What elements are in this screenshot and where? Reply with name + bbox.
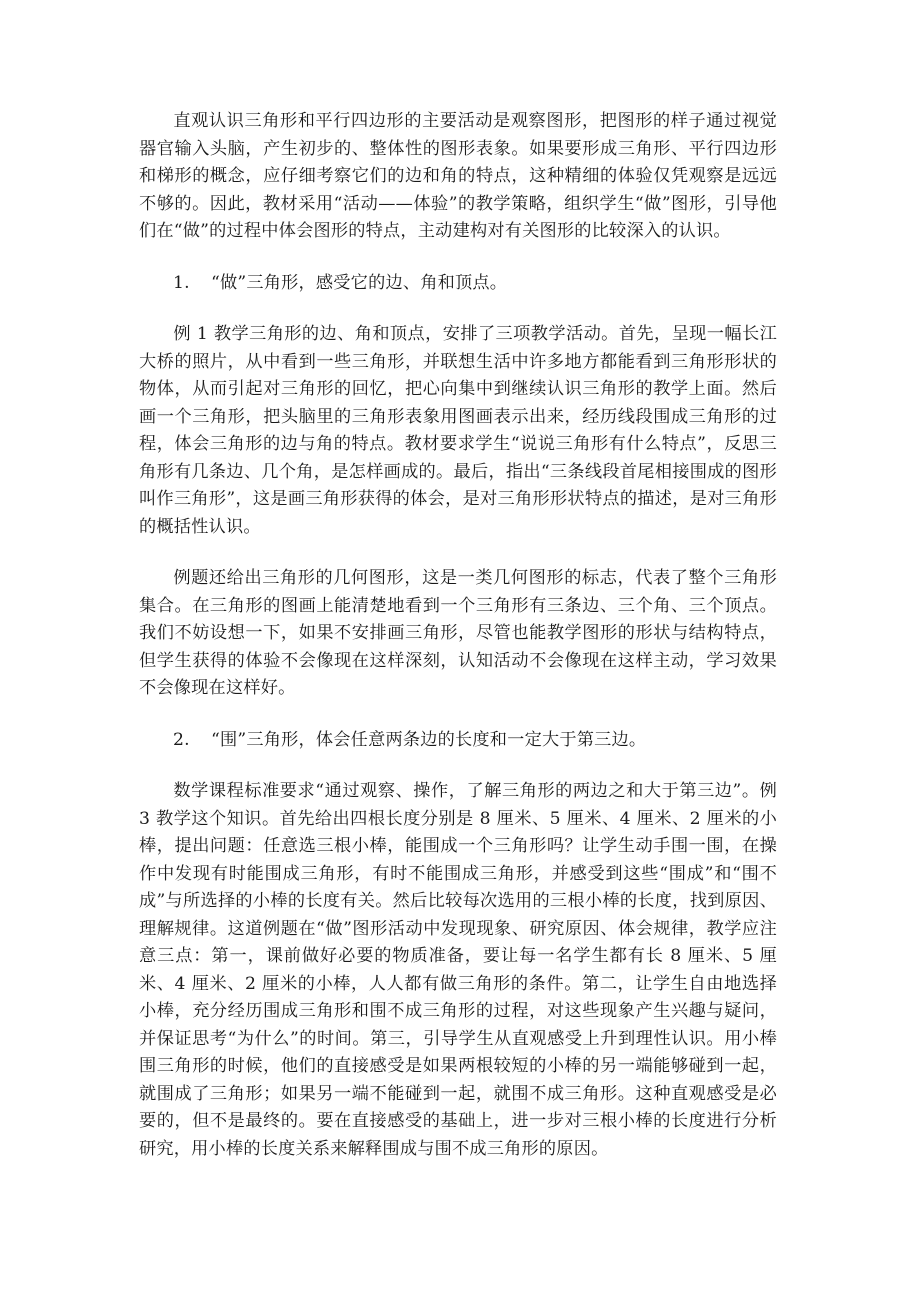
section-number: 2. <box>173 729 190 750</box>
paragraph-example-3: 数学课程标准要求“通过观察、操作，了解三角形的两边之和大于第三边”。例 3 教学这个知识。首先给出四根长度分别是 8 厘米、5 厘米、4 厘米、2 厘米的小棒，提出问题：任意选三根小棒，能围成一个三角形吗？让学生动手围一围，在操作中发现有时能围成三角形，有时不能围成三角形，并感受到这些“围成”和“围不成”与所选择的小棒的长度有关。然后比较每次选用的三根小棒的长度，找到原因、理解规律。这道例题在“做”图形活动中发现现象、研究原因、体会规律，教学应注意三点：第一，课前做好必要的物质准备，要让每一名学生都有长 8 厘米、5 厘米、4 厘米、2 厘米的小棒，人人都有做三角形的条件。第二，让学生自由地选择小棒，充分经历围成三角形和围不成三角形的过程，对这些现象产生兴趣与疑问，并保证思考“为什么”的时间。第三，引导学生从直观感受上升到理性认识。用小棒围三角形的时候，他们的直接感受是如果两根较短的小棒的另一端能够碰到一起，就围成了三角形；如果另一端不能碰到一起，就围不成三角形。这种直观感受是必要的，但不是最终的。要在直接感受的基础上，进一步对三根小棒的长度进行分析研究，用小棒的长度关系来解释围成与围不成三角形的原因。 <box>139 781 777 1159</box>
paragraph-spacer <box>139 297 777 321</box>
paragraph-spacer <box>139 754 777 778</box>
section-heading-2 <box>139 727 777 755</box>
section-title: “做”三角形，感受它的边、角和顶点。 <box>211 272 508 293</box>
paragraph-spacer <box>139 246 777 270</box>
paragraph-spacer <box>139 703 777 727</box>
paragraph-geometry: 例题还给出三角形的几何图形，这是一类几何图形的标志，代表了整个三角形集合。在三角形的图画上能清楚地看到一个三角形有三条边、三个角、三个顶点。我们不妨设想一下，如果不安排画三角形，尽管也能教学图形的形状与结构特点，但学生获得的体验不会像现在这样深刻，认知活动不会像现在这样主动，学习效果不会像现在这样好。 <box>139 568 777 698</box>
section-title: “围”三角形，体会任意两条边的长度和一定大于第三边。 <box>211 729 647 750</box>
paragraph-example-1: 例 1 教学三角形的边、角和顶点，安排了三项教学活动。首先，呈现一幅长江大桥的照片，从中看到一些三角形，并联想生活中许多地方都能看到三角形形状的物体，从而引起对三角形的回忆，把心向集中到继续认识三角形的教学上面。然后画一个三角形，把头脑里的三角形表象用图画表示出来，经历线段围成三角形的过程，体会三角形的边与角的特点。教材要求学生“说说三角形有什么特点”，反思三角形有几条边、几个角，是怎样画成的。最后，指出“三条线段首尾相接围成的图形叫作三角形”，这是画三角形获得的体会，是对三角形形状特点的描述，是对三角形的概括性认识。 <box>139 324 777 537</box>
paragraph-intro: 直观认识三角形和平行四边形的主要活动是观察图形，把图形的样子通过视觉器官输入头脑，产生初步的、整体性的图形表象。如果要形成三角形、平行四边形和梯形的概念，应仔细考察它们的边和角的特点，这种精细的体验仅凭观察是远远不够的。因此，教材采用“活动——体验”的教学策略，组织学生“做”图形，引导他们在“做”的过程中体会图形的特点，主动建构对有关图形的比较深入的认识。 <box>139 111 777 241</box>
section-heading-1 <box>139 270 777 298</box>
document-body <box>139 108 777 1163</box>
section-number: 1. <box>173 272 190 293</box>
paragraph-spacer <box>139 541 777 565</box>
